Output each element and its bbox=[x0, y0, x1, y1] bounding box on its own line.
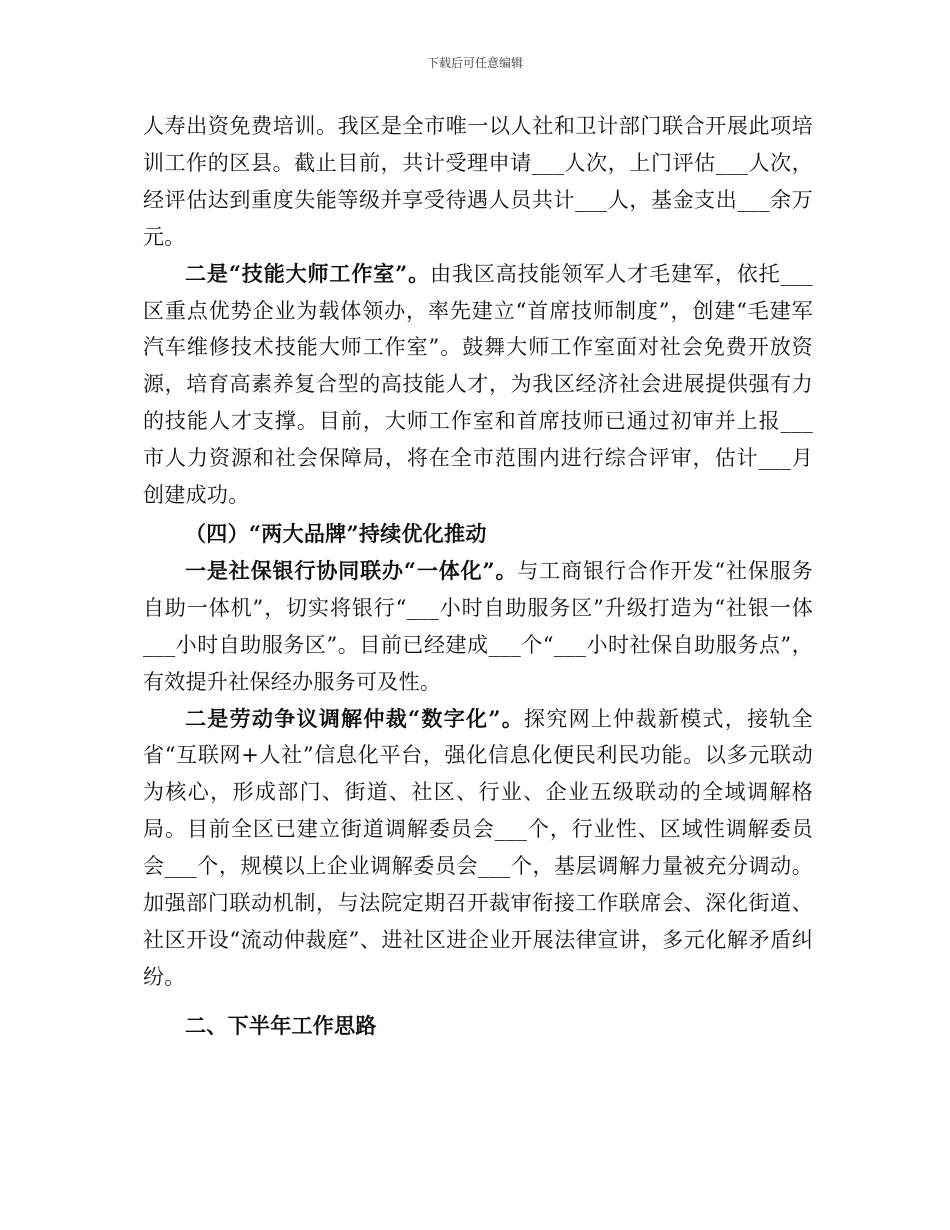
paragraph-3 bbox=[143, 553, 813, 701]
paragraph-3-lead: 一是社保银行协同联办“一体化”。 bbox=[185, 557, 518, 583]
document-body bbox=[143, 108, 813, 1045]
page-header: 下载后可任意编辑 bbox=[426, 56, 523, 70]
subsection-heading: （四）“两大品牌”持续优化推动 bbox=[185, 520, 487, 546]
paragraph-4 bbox=[143, 701, 813, 996]
paragraph-4-lead: 二是劳动争议调解仲裁“数字化”。 bbox=[185, 705, 525, 731]
section-heading: 二、下半年工作思路 bbox=[185, 1012, 377, 1038]
paragraph-1 bbox=[143, 108, 813, 256]
paragraph-4-text: 探究网上仲裁新模式，接轨全省“互联网+人社”信息化平台，强化信息化便民利民功能。以多元联动为核心，形成部门、街道、社区、行业、企业五级联动的全域调解格局。目前全区已建立街道调解委员会___个，行业性、区域性调解委员会___个，规模以上企业调解委员会___个，基层调解力量被充分调动。加强部门联动机制，与法院定期召开裁审衔接工作联席会、深化街道、社区开设“流动仲裁庭”、进社区进企业开展法律宣讲，多元化解矛盾纠纷。 bbox=[143, 706, 813, 989]
paragraph-2-text: 由我区高技能领军人才毛建军，依托___区重点优势企业为载体领办，率先建立“首席技师制度”，创建“毛建军汽车维修技术技能大师工作室”。鼓舞大师工作室面对社会免费开放资源，培育高素养复合型的高技能人才，为我区经济社会进展提供强有力的技能人才支撑。目前，大师工作室和首席技师已通过初审并上报___市人力资源和社会保障局，将在全市范围内进行综合评审，估计___月创建成功。 bbox=[143, 261, 813, 508]
paragraph-2 bbox=[143, 256, 813, 514]
paragraph-2-lead: 二是“技能大师工作室”。 bbox=[185, 260, 431, 286]
paragraph-1-text: 人寿出资免费培训。我区是全市唯一以人社和卫计部门联合开展此项培训工作的区县。截止目前，共计受理申请___人次，上门评估___人次，经评估达到重度失能等级并享受待遇人员共计___人，基金支出___余万元。 bbox=[143, 114, 813, 249]
paragraph-3-text: 与工商银行合作开发“社保服务自助一体机”，切实将银行“___小时自助服务区”升级打造为“社银一体___小时自助服务区”。目前已经建成___个“___小时社保自助服务点”，有效提升社保经办服务可及性。 bbox=[143, 558, 813, 694]
